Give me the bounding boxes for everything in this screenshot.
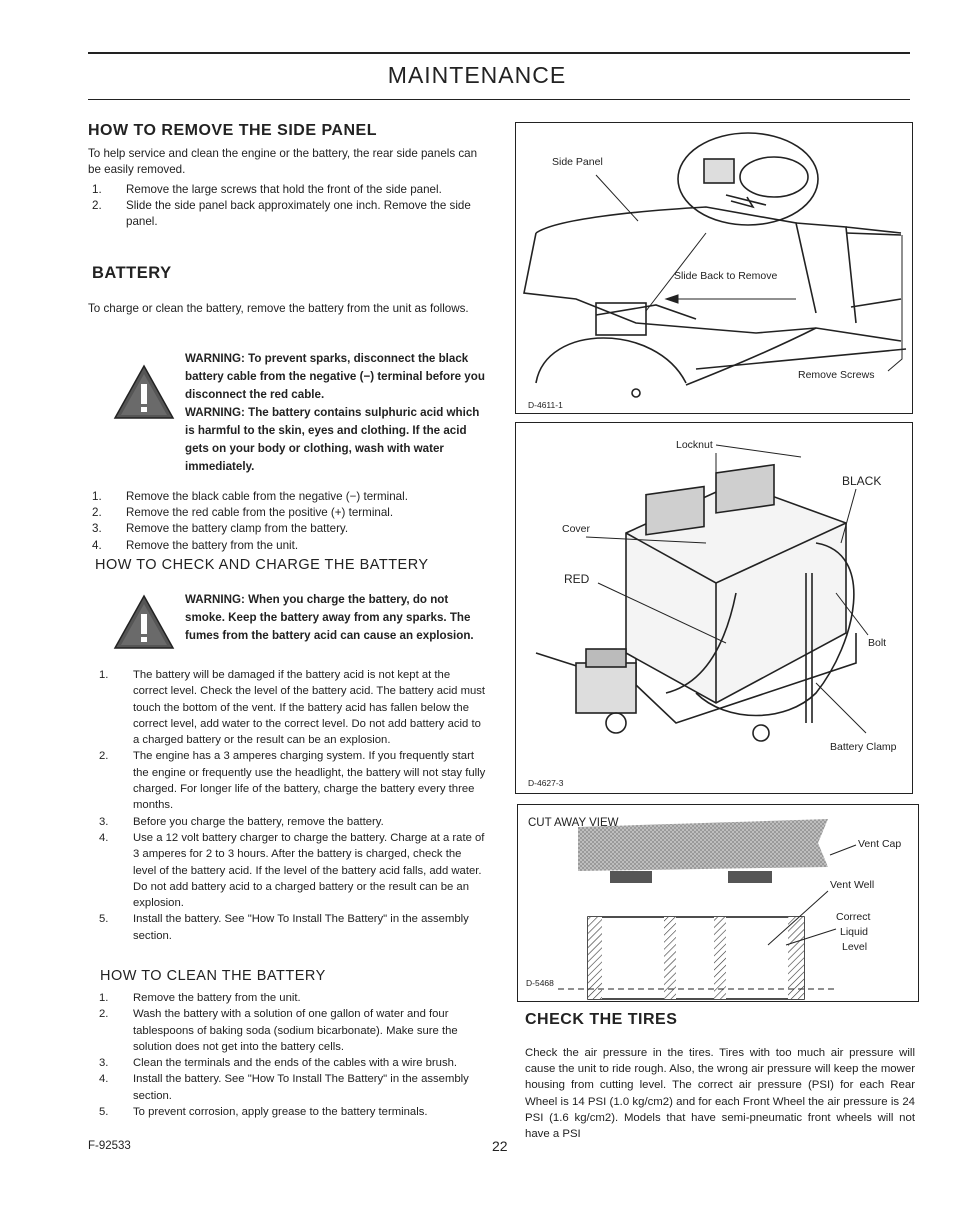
list-item: 2. Slide the side panel back approximately one inch. Remove the side panel. [92,199,471,229]
doc-number: F-92533 [88,1140,131,1152]
battery-clamp-label: Battery Clamp [830,741,897,753]
list-item: 1. Remove the battery from the unit. [99,992,301,1004]
check-charge-steps [95,667,487,944]
top-rule [88,52,910,54]
page-number: 22 [492,1138,508,1154]
cover-label: Cover [562,523,591,535]
figure-code: D-5468 [526,978,554,988]
red-label: RED [564,572,590,586]
list-item: 1. The battery will be damaged if the battery acid is not kept at the correct level. Check the level of the battery acid. The battery acid must touch the bottom of the vent. If the battery acid has fallen below the correct level, add water to the correct level. Do not add battery acid to a charged battery or the result can be an explosion. [99,669,486,747]
bolt-label: Bolt [868,637,887,649]
list-item: 3. Before you charge the battery, remove the battery. [99,815,384,828]
list-item: 4. Install the battery. See "How To Install The Battery" in the assembly section. [99,1073,469,1102]
figure-code: D-4611-1 [528,400,563,410]
list-item: 3. Clean the terminals and the ends of the cables with a wire brush. [99,1057,458,1070]
side-panel-steps [88,182,486,231]
list-item: 2. The engine has a 3 amperes charging system. If you frequently start the engine or frequently use the headlight, the battery will not stay fully charged. For longer life of the battery, charge the battery every three months. [99,750,486,812]
charge-warning: WARNING: When you charge the battery, do not smoke. Keep the battery away from any sparks. The fumes from the battery acid can cause an explosion. [185,593,474,642]
battery-figure [515,422,913,794]
tires-text: Check the air pressure in the tires. Tires with too much air pressure will cause the unit to ride rough. Also, the wrong air pressure will keep the mower housing from cutting level. The correct air pressure (PSI) for each Rear Wheel is 14 PSI (1.0 kg/cm2) and for each Front Wheel the air pressure is 24 PSI (1.6 kg/cm2). Models that have semi-pneumatic front wheels will not have a PSI [525,1047,915,1141]
side-panel-label: Side Panel [552,156,603,168]
battery-intro: To charge or clean the battery, remove the battery from the unit as follows. [88,302,469,315]
list-item: 5. Install the battery. See "How To Install The Battery" in the assembly section. [99,913,469,942]
side-panel-intro: To help service and clean the engine or the battery, the rear side panels can be easily removed. [88,147,478,177]
figure-code: D-4627-3 [528,778,564,788]
black-label: BLACK [842,474,882,488]
check-charge-heading: HOW TO CHECK AND CHARGE THE BATTERY [95,557,429,573]
battery-steps [88,489,486,554]
list-item: 1. Remove the large screws that hold the front of the side panel. [92,183,442,196]
list-item: 5. To prevent corrosion, apply grease to the battery terminals. [99,1106,428,1119]
remove-screws-label: Remove Screws [798,369,875,381]
cutaway-figure [517,804,919,1002]
warning-icon [113,364,175,420]
list-item: 2. Remove the red cable from the positive (+) terminal. [92,506,394,520]
vent-well-label: Vent Well [830,879,875,891]
side-panel-figure [515,122,913,414]
header-rule [88,99,910,100]
battery-warning-acid: WARNING: The battery contains sulphuric acid which is harmful to the skin, eyes and clothing. If the acid gets on your body or clothing, wash with water immediately. [185,406,480,473]
vent-cap-label: Vent Cap [858,838,902,850]
locknut-label: Locknut [676,439,713,451]
cutaway-illustration [518,805,918,1001]
list-item: 2. Wash the battery with a solution of one gallon of water and four tablespoons of baking soda (sodium bicarbonate). Make sure the solution does not get into the battery cells. [99,1008,458,1053]
clean-steps [95,990,487,1120]
cutaway-title: CUT AWAY VIEW [528,817,619,829]
correct-label: Correct [836,911,871,923]
warning-icon [113,594,175,650]
page-title: MAINTENANCE [387,62,567,88]
list-item: 3. Remove the battery clamp from the battery. [92,522,349,536]
slide-back-label: Slide Back to Remove [674,270,778,282]
side-panel-heading: HOW TO REMOVE THE SIDE PANEL [88,122,377,139]
list-item: 4. Remove the battery from the unit. [92,538,299,552]
level-label: Level [842,941,868,953]
clean-heading: HOW TO CLEAN THE BATTERY [100,968,326,984]
list-item: 4. Use a 12 volt battery charger to charge the battery. Charge at a rate of 3 amperes for 2 to 3 hours. After the battery is charged, check the level of the battery acid. If the level of the battery acid falls, add water. Do not add battery acid to a charged battery or the result can be an explosion. [99,831,485,910]
battery-heading: BATTERY [92,264,172,282]
list-item: 1. Remove the black cable from the negative (−) terminal. [92,490,408,503]
tires-heading: CHECK THE TIRES [525,1011,678,1028]
battery-warning-sparks: WARNING: To prevent sparks, disconnect the black battery cable from the negative (−) terminal before you disconnect the red cable. [185,352,485,401]
liquid-label: Liquid [840,926,869,938]
